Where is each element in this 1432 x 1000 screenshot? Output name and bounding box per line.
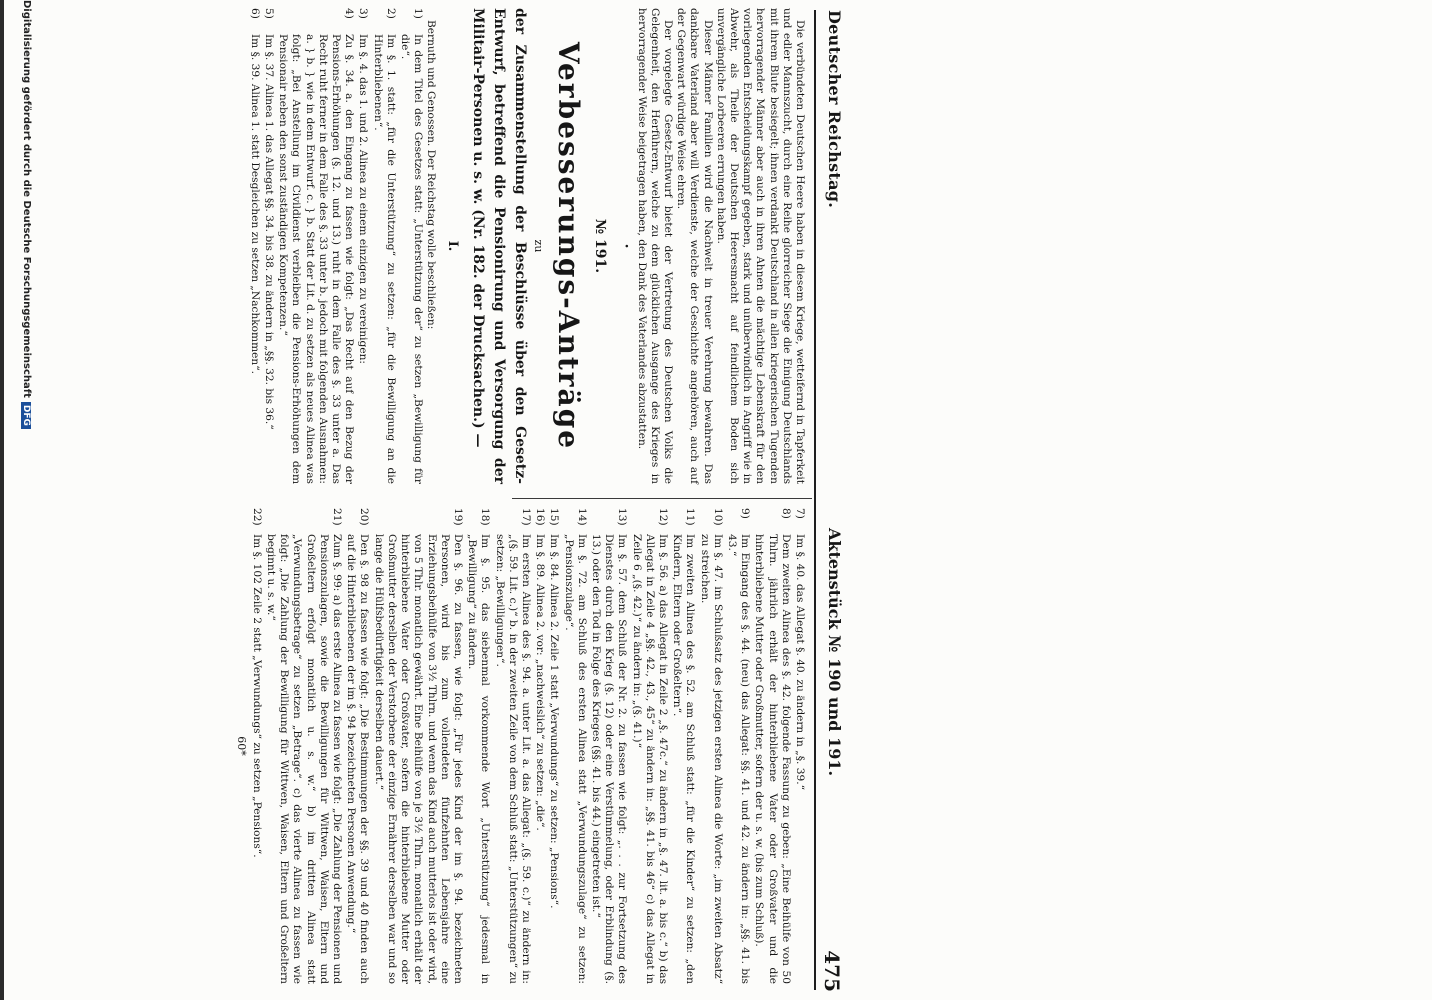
item-number: 9) (739, 508, 752, 519)
list-item (752, 508, 792, 984)
running-header-left: Deutscher Reichstag. (825, 10, 844, 209)
item-text: Im §. 39. Alinea 1. statt Desgleichen zu setzen „Nachkommen“. (248, 34, 261, 375)
item-number: 3) (357, 8, 370, 19)
digitization-credit (10, 0, 32, 1000)
dfg-logo: DFG (21, 402, 31, 429)
item-number: 4) (343, 8, 356, 19)
item-number: 11) (684, 508, 697, 526)
item-text: Im Eingang des §. 44. (neu) das Allegat: §§. 41. und 42. zu ändern in: „§§. 41. bis 43.“ (725, 534, 752, 984)
list-item (670, 508, 696, 984)
document-subtitle: der Zusammenstellung der Beschlüsse über den Gesetz-Entwurf, betreffend die Pensionirung und Versorgung der Militair-Personen u. s. w. (Nr. 182. der Drucksachen.) — (470, 8, 529, 484)
item-text: Im §. 84. Alinea 2. Zeile 1 statt „Verwundungs“ zu setzen: „Pensions“. (548, 534, 561, 909)
motion-intro: Bernuth und Genossen. Der Reichstag wolle beschließen: (425, 20, 438, 330)
list-item (398, 8, 424, 484)
list-item (589, 508, 629, 984)
item-number: 18) (479, 508, 492, 526)
item-text: Im §. 102 Zeile 2 statt „Verwundungs“ zu setzen „Pensions“. (250, 534, 263, 858)
list-item (533, 508, 546, 984)
column-divider (512, 498, 812, 499)
list-item (370, 8, 396, 484)
list-item (465, 508, 491, 984)
list-item (492, 508, 532, 984)
list-item (629, 508, 669, 984)
right-column (6, 508, 806, 984)
item-text: Zum §. 99: a) das erste Alinea zu fassen wie folgt: „Die Zahlung der Pensionen und Pensionszulagen, sowie die Bewilligungen für Wittwen, Waisen, Eltern und Großeltern erfolgt monatlich u. s. w.“ b) im dritten Alinea statt „Verwundungsbetrage“ zu setzen „Betrage“. c) das vierte Alinea zu fassen wie folgt: „Die Zahlung der Bewilligung für Wittwen, Waisen, Eltern und Großeltern beginnt u. s. w.“ (265, 534, 344, 984)
item-text: Dem zweiten Alinea des §. 42. folgende Fassung zu geben: „Eine Beihülfe von 50 Thlrn. jährlich erhält der hinterbliebene Vater oder Großvater und die hinterbliebene Mutter oder Großmutter, sofern der u. s. w. (bis zum Schluß). (753, 534, 792, 984)
item-text: Im §. 95. das siebenmal vorkommende Wort „Unterstützung“ jedesmal in „Bewilligung“ zu ändern. (466, 534, 492, 984)
left-column (6, 8, 806, 484)
item-number: 7) (794, 508, 806, 519)
item-text: Im §. 72. am Schluß des ersten Alinea statt „Verwundungszulage“ zu setzen: „Pensionszulage“. (562, 534, 588, 984)
item-text: Im §. 57. dem Schluß der Nr. 2. zu fassen wie folgt: „. . . zur Fortsetzung des Dienstes durch den Krieg (§. 12) oder eine Verstümmelung, oder Erblindung (§. 13.) oder den Tod in Folge des Krieges (§§. 41. bis 44.) eingetreten ist.“ (589, 534, 629, 984)
item-number: 5) (262, 8, 275, 19)
document-number: № 191. (592, 218, 609, 274)
credit-text: Digitalisierung gefördert durch die Deutsche Forschungsgemeinschaft (21, 0, 32, 398)
item-number: 8) (779, 508, 792, 519)
intro-paragraph-2: Dieser Männer Familien wird die Nachwelt in treuer Verehrung bewahren. Das dankbare Vaterland aber will Verdienste, welche der Geschichte angehören, auch auf der Gegenwart würdige Weise ehren. (675, 8, 714, 484)
item-text: Im §. 40. das Allegat §. 40. zu ändern in „§. 39.“ (794, 534, 806, 790)
item-number: 16) (534, 508, 547, 526)
item-number: 1) (412, 8, 425, 19)
list-item (547, 508, 560, 984)
list-item (561, 508, 587, 984)
running-header-center: Aktenstück № 190 und 191. (825, 527, 844, 777)
intro-paragraph-3: Der vorgelegte Gesetz-Entwurf bietet der Vertretung des Deutschen Volks die Gelegenheit, den Herführern, welche zu dem glücklichen Ausgange des Krieges in hervorragender Weise beigetragen haben, den Dank des Vaterlandes abzustatten. (635, 8, 674, 484)
item-number: 2) (384, 8, 397, 19)
item-number: 6) (248, 8, 261, 19)
amendment-list-left (248, 8, 425, 484)
list-item (276, 8, 355, 484)
item-text: In dem Titel des Gesetzes statt: „Unterstützung der“ zu setzen „Bewilligung für die“. (398, 34, 425, 484)
item-text: Im §. 56. a) das Allegat in Zeile 2 „§. 47c.“ zu ändern in „§. 47. lit. a. bis c.“ b) das Allegat in Zeile 4 „§§. 42., 43., 45“ zu ändern in: „§§. 41. bis 46“ c) das Allegat in Zeile 6 „(§. 42.)“ zu ändern in: „(§. 41.)“ (630, 534, 669, 984)
list-item (248, 8, 261, 484)
intro-paragraph-1: Die verbündeten Deutschen Heere haben in diesem Kriege, wetteifernd in Tapferkeit und edler Mannszucht, durch eine Reihe glorreicher Siege die Einigung Deutschlands mit ihrem Blute besiegelt; ihnen verdankt Deutschland in allen kriegerischen Tugenden hervorragender Männer aber auch in ihren Ahnen die mächtige Lebenskraft für den vorliegenden Entscheidungskampf gegeben, stark und unüberwindlich in Angriff wie in Abwehr, als Theile der Deutschen Heeresmacht auf feindlichem Boden sich unvergängliche Lorbeeren errungen haben. (714, 8, 806, 484)
signature-mark: 60* (234, 736, 248, 756)
list-item (264, 508, 343, 984)
item-text: Im §. 4. das 1. und 2. Alinea zu einem einzigen zu vereinigen: (357, 34, 370, 364)
list-item (344, 508, 370, 984)
page-number: 475 (820, 950, 844, 992)
separator-dot: · (618, 243, 635, 249)
list-item (793, 508, 806, 984)
list-item (250, 508, 263, 984)
amendment-list-right (250, 508, 806, 984)
item-text: Im §. 47. im Schlußsatz des jetzigen ersten Alinea die Worte: „im zweiten Absatz“ zu streichen. (698, 534, 724, 984)
item-number: 14) (575, 508, 588, 526)
list-item (262, 8, 275, 484)
item-number: 10) (711, 508, 724, 526)
list-item (356, 8, 369, 484)
item-text: Zu §. 34. a. den Eingang zu fassen wie folgt: „Das Recht auf den Bezug der Pensions-Erhöhungen (§. 12. und 13.) ruht in dem Falle des §. 33 unter a. Das Recht ruht ferner in dem Falle des §. 33 unter b. jedoch mit folgenden Ausnahmen: a. } b. } wie in dem Entwurf. c. } b. Statt der Lit. d. zu setzen als neues Alinea was folgt: „Bei Anstellung im Civildienst verbleiben die Pensions-Erhöhungen dem Pensionair neben den sonst zuständigen Kompetenzen.“ (277, 34, 356, 484)
item-text: Den §. 98 zu fassen wie folgt: „Die Bestimmungen der §§. 39 und 40 finden auch auf die Hinterbliebenen der im §. 94 bezeichneten Personen Anwendung.“ (345, 534, 371, 984)
item-number: 22) (250, 508, 263, 526)
item-text: Im §. 37. Alinea 1. das Allegat §§. 34. bis 38. zu ändern in „§§. 32. bis 36.“ (262, 34, 275, 430)
item-number: 17) (519, 508, 532, 526)
list-item (372, 508, 464, 984)
item-text: Im §. 89. Alinea 2. vor: „nachweislich“ zu setzen: „die“. (534, 534, 547, 831)
item-number: 21) (331, 508, 344, 526)
document-title: Verbesserungs-Anträge (552, 41, 586, 451)
header-rule (814, 10, 816, 990)
section-numeral: I. (445, 240, 461, 252)
item-number: 13) (616, 508, 629, 526)
item-number: 15) (548, 508, 561, 526)
item-number: 19) (451, 508, 464, 526)
item-number: 12) (656, 508, 669, 526)
item-text: Im §. 1. statt: „für die Unterstützung“ zu setzen: „für die Bewilligung an die Hinterbliebenen“. (371, 34, 397, 484)
list-item (697, 508, 723, 984)
title-connector: zu (532, 239, 546, 253)
item-text: Den §. 96. zu fassen, wie folgt: „Für jedes Kind der im §. 94. bezeichneten Personen, wird bis zum vollendeten fünfzehnten Lebensjahre eine Erziehungsbeihülfe von 3½ Thlrn. und wenn das Kind auch mutterlos ist oder wird, von 5 Thlr. monatlich gewährt. Eine Beihülfe von je 3½ Thlrn. monatlich erhält der hinterbliebene Vater oder Großvater, sofern die hinterbliebene Mutter oder Großmutter derselben der Verstorbene der einzige Ernährer derselben war und so lange die Hülfsbedürftigkeit derselben dauert.“ (372, 534, 464, 984)
item-text: Im ersten Alinea des §. 94. a. unter Lit. a. das Allegat: „(§. 59. c.)“ zu ändern in: „(§. 59. Lit. c.)“ b. in der zweiten Zeile von dem Schluß statt: „Unterstützungen“ zu setzen: „Bewilligungen“. (493, 534, 532, 984)
item-number: 20) (358, 508, 371, 526)
list-item (725, 508, 751, 984)
item-text: Im zweiten Alinea des §. 52. am Schluß statt: „für die Kinder“ zu setzen: „den Kindern, Eltern oder Großeltern“. (671, 534, 697, 984)
